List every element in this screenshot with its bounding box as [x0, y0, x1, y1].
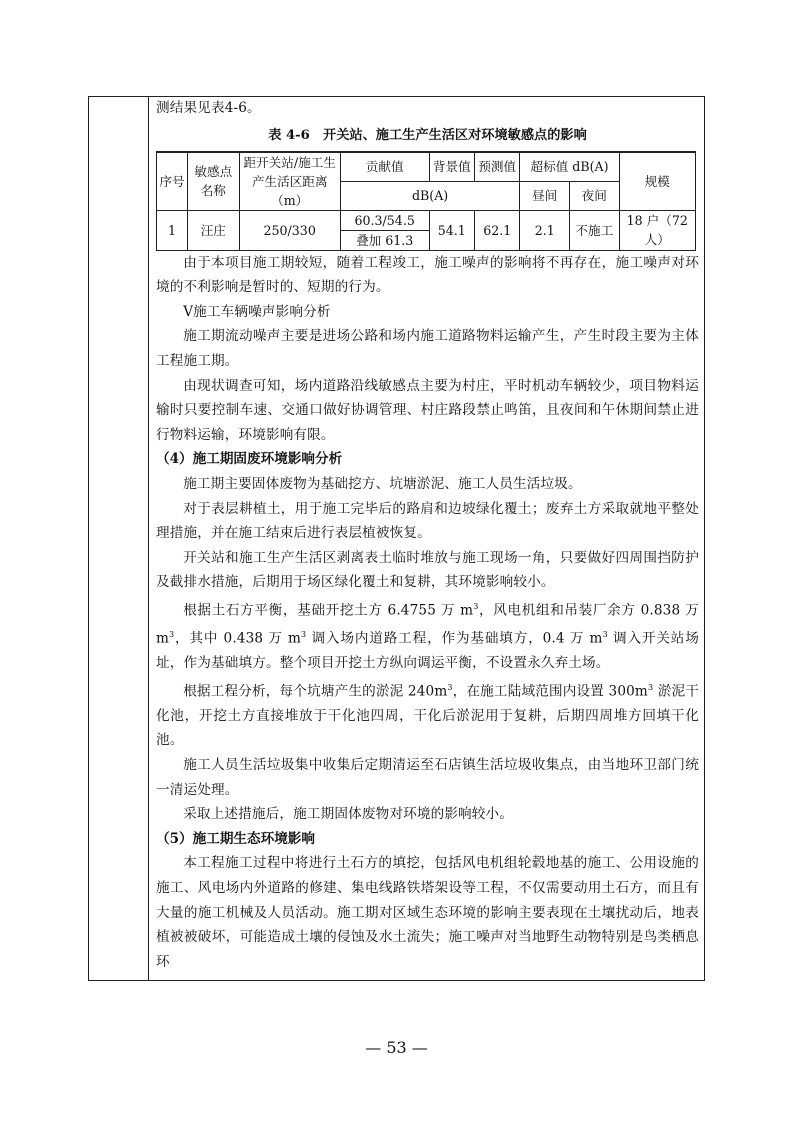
cell-contribution: 60.3/54.5 [340, 210, 429, 230]
paragraph: 本工程施工过程中将进行土石方的填挖，包括风电机组轮毂地基的施工、公用设施的施工、风电场内外道路的修建、集电线路铁塔架设等工程，不仅需要动用土石方，而且有大量的施工机械及人员活动。施工期对区域生态环境的影响主要表现在土壤扰动后，地表植被被破坏，可能造成土壤的侵蚀及水土流失；施工噪声对当地野生动物特别是鸟类栖息环 [156, 855, 699, 970]
heading-solid-waste: （4）施工期固废环境影响分析 [156, 451, 343, 468]
paragraph: 由于本项目施工期较短，随着工程竣工，施工噪声的影响将不再存在，施工噪声对环境的不利影响是暂时的、短期的行为。 [156, 254, 699, 296]
header-exceed: 超标值 dB(A) [520, 152, 619, 182]
header-unit: dB(A) [340, 181, 520, 210]
cell-distance: 250/330 [239, 210, 340, 250]
header-night: 夜间 [569, 181, 619, 210]
text: ，其中 0.438 万 m [174, 630, 302, 647]
cell-index: 1 [157, 210, 188, 250]
text: 根据土石方平衡，基础开挖土方 6.4755 万 m [183, 602, 474, 619]
cell-background: 54.1 [429, 210, 474, 250]
superscript: 3 [647, 682, 654, 692]
superscript: 3 [169, 630, 175, 640]
text: 根据工程分析，每个坑塘产生的淤泥 240m [183, 683, 448, 700]
paragraph: 采取上述措施后，施工期固体废物对环境的影响较小。 [183, 806, 514, 823]
intro-line: 测结果见表4-6。 [156, 100, 261, 116]
table-header-row [157, 152, 696, 182]
table-caption: 表 4-6 开关站、施工生产生活区对环境敏感点的影响 [268, 127, 587, 143]
header-point-name: 敏感点名称 [187, 152, 239, 211]
text: 淤泥干化池，开挖土方直接堆放于干化池四周，干化后淤泥用于复耕，后期四周堆方回填干化池。 [156, 683, 699, 749]
superscript: 3 [447, 682, 453, 692]
document-body [156, 96, 699, 981]
table-row [157, 210, 696, 230]
header-daytime: 昼间 [520, 181, 570, 210]
superscript: 3 [602, 630, 608, 640]
superscript: 3 [301, 630, 307, 640]
paragraph: 由现状调查可知，场内道路沿线敏感点主要为村庄，平时机动车辆较少，项目物料运输时只要控制车速、交通口做好协调管理、村庄路段禁止鸣笛，且夜间和午休期间禁止进行物料运输，环境影响有限。 [156, 377, 699, 443]
cell-daytime: 2.1 [520, 210, 570, 250]
paragraph: 施工期流动噪声主要是进场公路和场内施工道路物料运输产生，产生时段主要为主体工程施工期。 [156, 328, 699, 369]
header-contribution: 贡献值 [340, 152, 429, 182]
page-number: — 53 — [365, 1038, 428, 1057]
cell-night: 不施工 [569, 210, 619, 250]
header-scale: 规模 [619, 152, 695, 211]
header-predicted: 预测值 [475, 152, 520, 182]
cell-predicted: 62.1 [475, 210, 520, 250]
paragraph: 施工期主要固体废物为基础挖方、坑塘淤泥、施工人员生活垃圾。 [183, 475, 582, 492]
paragraph: 开关站和施工生产生活区剥离表土临时堆放与施工现场一角，只要做好四周围挡防护及截排水措施，后期用于场区绿化覆土和复耕，其环境影响较小。 [156, 549, 699, 591]
heading-ecology: （5）施工期生态环境影响 [156, 830, 315, 847]
noise-impact-table [156, 151, 696, 251]
text: ，风电机组和吊装厂余方 0.838 万 m [156, 602, 699, 647]
paragraph-earthwork-balance [156, 595, 699, 676]
cell-point-name: 汪庄 [187, 210, 239, 250]
superscript: 3 [473, 601, 479, 611]
subheading-vehicle-noise: V施工车辆噪声影响分析 [183, 303, 331, 320]
text: ，在施工陆域范围内设置 300m [452, 683, 648, 700]
paragraph: 对于表层耕植土，用于施工完毕后的路肩和边坡绿化覆土；废弃土方采取就地平整处理措施，并在施工结束后进行表层植被恢复。 [156, 500, 699, 542]
text: 调入场内道路工程，作为基础填方，0.4 万 m [306, 630, 603, 647]
frame-column-divider [148, 97, 149, 980]
header-background: 背景值 [429, 152, 474, 182]
paragraph-sludge [156, 676, 699, 753]
paragraph: 施工人员生活垃圾集中收集后定期清运至石店镇生活垃圾收集点，由当地环卫部门统一清运处理。 [156, 757, 699, 798]
cell-scale: 18 户（72 人） [619, 210, 695, 250]
text: 调入开关站场址，作为基础填方。整个项目开挖土方纵向调运平衡，不设置永久弃土场。 [156, 630, 699, 672]
cell-stacked: 叠加 61.3 [340, 230, 429, 250]
header-distance: 距开关站/施工生产生活区距离（m） [239, 152, 340, 211]
header-index: 序号 [157, 152, 188, 211]
